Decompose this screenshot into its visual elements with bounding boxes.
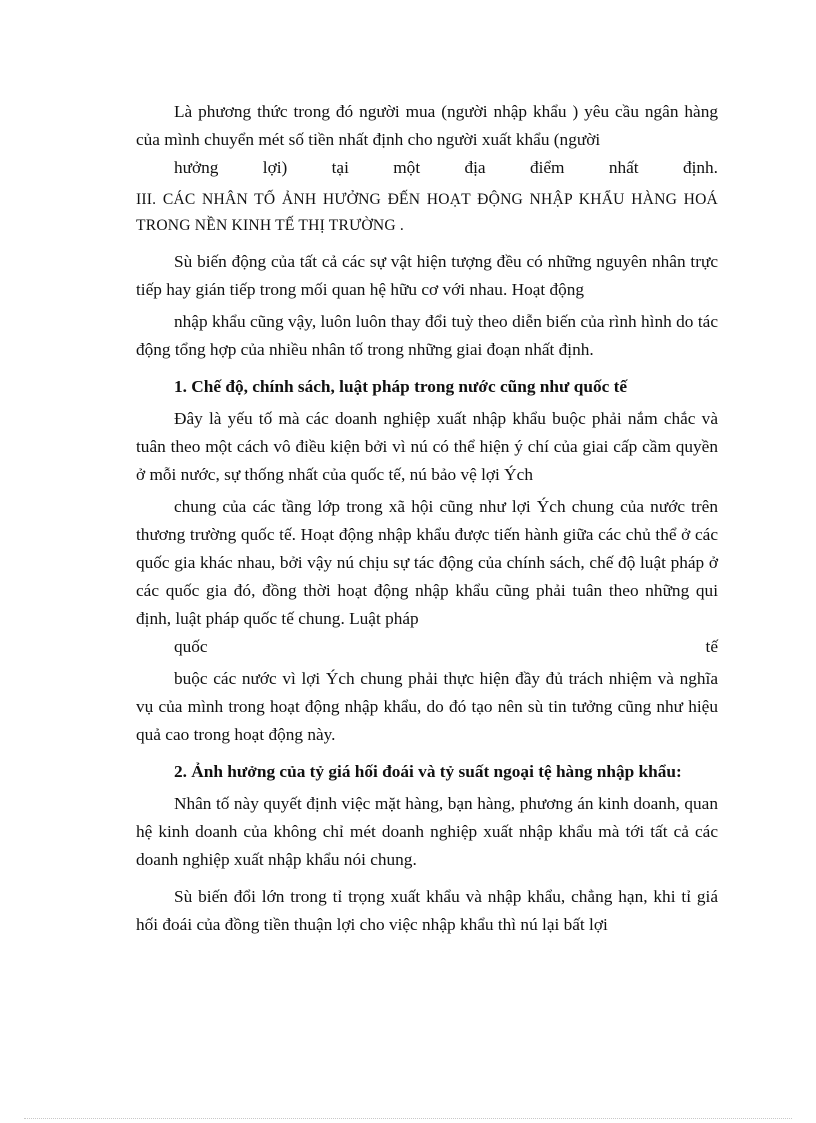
paragraph-line: Là phương thức trong đó người mua (người nhập khẩu ) yêu cầu ngân hàng của mình chuyển mét số tiền nhất định cho người xuất khẩu (người bbox=[136, 102, 718, 149]
subheading-exchange-rate: 2. Ảnh hưởng của tỷ giá hối đoái và tỷ suất ngoại tệ hàng nhập khẩu: bbox=[174, 762, 682, 781]
paragraph-obligations: buộc các nước vì lợi Ých chung phải thực hiện đầy đủ trách nhiệm và nghĩa vụ của mình trong hoạt động nhập khẩu, do đó tạo nên sù tin tưởng cũng như hiệu quả cao trong hoạt động này. bbox=[136, 669, 718, 744]
paragraph-policy-factor: Đây là yếu tố mà các doanh nghiệp xuất nhập khẩu buộc phải nắm chắc và tuân theo một cách vô điều kiện bởi vì nú có thể hiện ý chí của giai cấp cầm quyền ở mỗi nước, sự thống nhất của quốc tế, nú bảo vệ lợi Ých bbox=[136, 409, 718, 484]
paragraph-ratio-change: Sù biến đổi lớn trong tỉ trọng xuất khẩu và nhập khẩu, chẳng hạn, khi tỉ giá hối đoái của đồng tiền thuận lợi cho việc nhập khẩu thì nú lại bất lợi bbox=[136, 887, 718, 934]
paragraph-line: hưởng lợi) tại một địa điểm nhất định. bbox=[174, 158, 718, 177]
paragraph-line: chung của các tầng lớp trong xã hội cũng như lợi Ých chung của nước trên thương trường quốc tế. Hoạt động nhập khẩu được tiến hành giữa các chủ thể ở các quốc gia khác nhau, bởi vậy nú chịu sự tác động của chính sách, chế độ luật pháp ở các quốc gia đó, đồng thời hoạt động nhập khẩu cũng phải tuân theo những qui định, luật pháp quốc tế chung. Luật pháp bbox=[136, 497, 718, 628]
section-heading-factors: III. CÁC NHÂN TỐ ẢNH HƯỞNG ĐẾN HOẠT ĐỘNG NHẬP KHẨU HÀNG HOÁ TRONG NỀN KINH TẾ THỊ TRƯỜNG . bbox=[136, 191, 718, 234]
paragraph-line: quốc tế bbox=[174, 637, 718, 656]
paragraph-import-changes: nhập khẩu cũng vậy, luôn luôn thay đổi tuỳ theo diễn biến của rình hình do tác động tổng hợp của nhiều nhân tố trong những giai đoạn nhất định. bbox=[136, 312, 718, 359]
paragraph-causes: Sù biến động của tất cả các sự vật hiện tượng đều có những nguyên nhân trực tiếp hay gián tiếp trong mối quan hệ hữu cơ với nhau. Hoạt động bbox=[136, 252, 718, 299]
subheading-policy-law: 1. Chế độ, chính sách, luật pháp trong nước cũng như quốc tế bbox=[174, 377, 627, 396]
page-bottom-rule bbox=[24, 1118, 792, 1119]
paragraph-common-interest bbox=[136, 493, 718, 661]
document-body bbox=[136, 98, 718, 939]
paragraph-exchange-factor: Nhân tố này quyết định việc mặt hàng, bạn hàng, phương án kinh doanh, quan hệ kinh doanh của không chỉ mét doanh nghiệp xuất nhập khẩu mà tới tất cả các doanh nghiệp xuất nhập khẩu nói chung. bbox=[136, 794, 718, 869]
paragraph-payment-method bbox=[136, 98, 718, 182]
